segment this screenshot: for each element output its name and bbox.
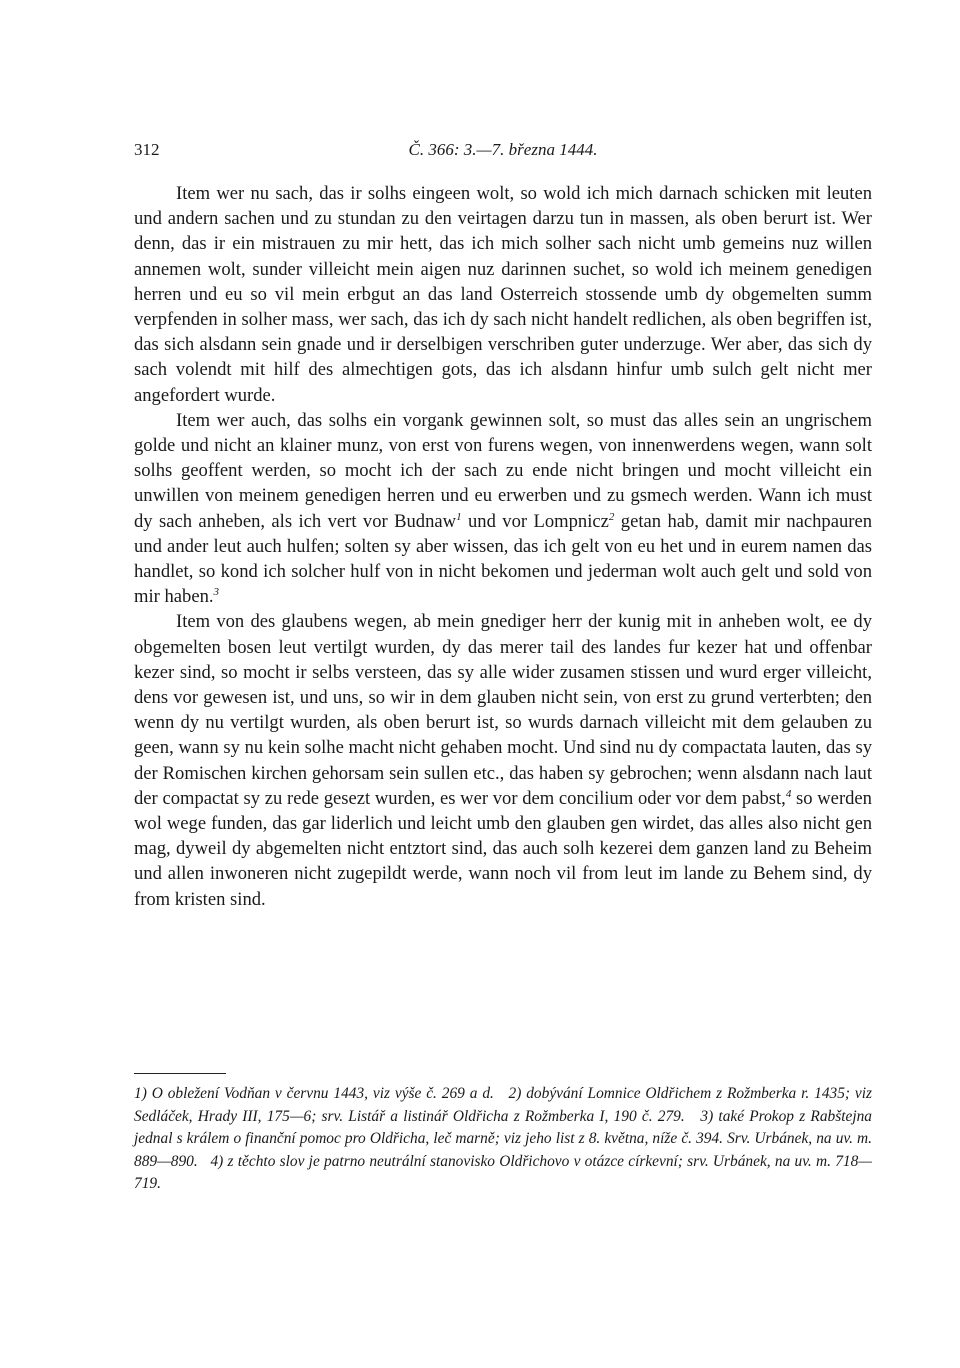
- paragraph: [134, 408, 872, 610]
- footnote-1: 1) O obležení Vodňan v červnu 1443, viz výše č. 269 a d.: [134, 1085, 494, 1102]
- paragraph-text: Item wer nu sach, das ir solhs eingeen wolt, so wold ich mich darnach schicken mit leuten und andern sachen und zu stundan zu den veirtagen darzu tun in massen, als oben berurt ist. Wer denn, das ir ein mistrauen zu mir hett, das ich mich solher sach nicht umb gemeins nuz willen annemen wolt, sunder villeicht mein aigen nuz darinnen suchet, so wold ich meinem genedigen herren und eu so vil mein erbgut an das land Osterreich stossende umb dy obgemelten summ verpfenden in solher mass, wer sach, das ich dy sach nicht handelt redlichen, als oben begriffen ist, das sich alsdann sein gnade und ir derselbigen verschriben guter underzuge. Wer aber, das sich dy sach volendt mit hilf des almechtigen gots, das ich alsdann hinfur umb sulch gelt nicht mer angefordert wurde.: [134, 183, 872, 406]
- paragraph: [134, 181, 872, 408]
- paragraph-text: getan hab, damit mir nachpauren und ander leut auch hulfen; solten sy aber wissen, das ich gelt von eu het und in eurem namen das handlet, so kond ich solcher hulf von in nicht bekomen und jederman wolt auch gelt und sold von mir haben.: [134, 510, 873, 608]
- paragraph-text: und vor Lompnicz: [461, 510, 609, 532]
- footnote-separator: [134, 1073, 226, 1074]
- body-text: [134, 181, 872, 912]
- paragraph-text: Item von des glaubens wegen, ab mein gnediger herr der kunig mit in anheben wolt, ee dy obgemelten bosen leut vertilgt wurden, dy das merer tail des landes fur kezer hat und offenbar kezer sind, so mocht ir selbs versteen, das sy alle wider zusamen stissen und wurd erger villeicht, dens vor gewesen ist, und uns, so wir in dem glauben nicht sein, von erst zu grund verterbten; den wenn dy nu vertilgt wurden, als oben berurt ist, so wurds darnach villeicht mit dem gelauben zu geen, wann sy nu kein solhe macht nicht gehaben mocht. Und sind nu dy compactata lauten, das sy der Romischen kirchen gehorsam sein sullen etc., das haben sy gebrochen; wenn alsdann nach laut der compactat sy zu rede gesezt wurden, es wer vor dem concilium oder vor dem pabst,: [134, 611, 872, 809]
- running-title: Č. 366: 3.—7. března 1444.: [408, 140, 598, 159]
- footnote-marker: 1: [456, 510, 462, 523]
- footnote-marker: 3: [213, 586, 220, 599]
- footnote-marker: 2: [608, 510, 615, 523]
- footnote-2: 2) dobývání Lomnice Oldřichem z Rožmberka r. 1435; viz Sedláček, Hrady III, 175—6; srv. Listář a listinář Oldřicha z Rožmberka I, 190 č. 279.: [134, 1085, 873, 1125]
- footnotes: [134, 1083, 872, 1196]
- paragraph: [134, 609, 872, 911]
- footnote-3: 3) také Prokop z Rabštejna jednal s králem o finanční pomoc pro Oldřicha, leč marně; viz jeho list z 8. května, níže č. 394. Srv. Urbánek, na uv. m. 889—890.: [134, 1107, 872, 1170]
- page-header: [134, 140, 872, 164]
- page-number: 312: [134, 140, 160, 159]
- paragraph-text: Item wer auch, das solhs ein vorgank gewinnen solt, so must das alles sein an ungrischem golde und nicht an klainer munz, von erst von furens wegen, von innenwerdens wegen, wann solt solhs geoffent werden, so mocht ich der sach zu ende nicht bringen und mocht villeicht ein unwillen von meinem genedigen herren und eu erwerben und zu gsmech werden. Wann ich must dy sach anheben, als ich vert vor Budnaw: [134, 409, 872, 532]
- paragraph-text: so werden wol wege funden, das gar liderlich und leicht umb den glauben gen wirdet, das alles also nicht gen mag, dyweil dy abgemelten nicht entztort sind, das auch solh kezerei dem ganzen land zu Beheim und allen inwoneren nicht zugepildt werde, wann noch vil from leut im lande zu Behem sind, dy from kristen sind.: [134, 787, 872, 910]
- footnote-marker: 4: [785, 787, 792, 800]
- footnote-4: 4) z těchto slov je patrno neutrální stanovisko Oldřichovo v otázce církevní; srv. Urbánek, na uv. m. 718—719.: [134, 1152, 872, 1193]
